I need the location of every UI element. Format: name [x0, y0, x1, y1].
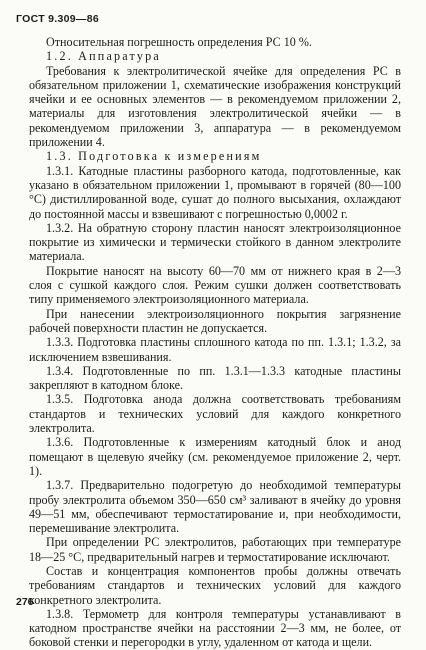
standard-header: ГОСТ 9.309—86: [16, 13, 99, 25]
paragraph-sample-composition: Состав и концентрация компонентов пробы должны отвечать требованиям стандартов и технических условий для каждого конкретного электролита.: [29, 563, 401, 607]
paragraph-1-3-1: 1.3.1. Катодные пластины разборного катода, подготовленные, как указано в обязательном приложении 1, промывают в горячей (80—100 °С) дистиллированной воде, сушат до полного высыхания, охлаждают до постоянной массы и взвешивают с погрешностью 0,0002 г.: [29, 163, 401, 221]
section-heading-preparation: 1.3. Подготовка к измерениям: [46, 149, 262, 164]
page-number: 276: [16, 596, 34, 608]
paragraph-1-3-6: 1.3.6. Подготовленные к измерениям катодный блок и анод помещают в щелевую ячейку (см. рекомендуемое приложение 2, черт. 1).: [29, 435, 401, 478]
paragraph-1-3-4: 1.3.4. Подготовленные по пп. 1.3.1—1.3.3 катодные пластины закрепляют в катодном блоке.: [29, 363, 401, 393]
paragraph-coating-contamination: При нанесении электроизоляционного покрытия загрязнение рабочей поверхности пластин не допускается.: [29, 306, 401, 335]
paragraph-accuracy: Относительная погрешность определения РС 10 %.: [46, 35, 312, 49]
paragraph-1-3-3: 1.3.3. Подготовка пластины сплошного катода по пп. 1.3.1; 1.3.2, за исключением взвешивания.: [29, 335, 401, 364]
document-body: [29, 35, 401, 650]
section-heading-apparatus: 1.2. Аппаратура: [46, 49, 161, 64]
paragraph-1-3-8: 1.3.8. Термометр для контроля температуры устанавливают в катодном пространстве ячейки на расстоянии 2—3 мм, не более, от боковой стенки и перегородки в углу, удаленном от катода и щели.: [29, 606, 401, 650]
paragraph-temperature-exception: При определении РС электролитов, работающих при температуре 18—25 °С, предварительный нагрев и термостатирование исключают.: [29, 535, 401, 564]
paragraph-1-3-5: 1.3.5. Подготовка анода должна соответствовать требованиям стандартов и технических условий для каждого конкретного электролита.: [29, 392, 401, 436]
paragraph-1-3-7: 1.3.7. Предварительно подогретую до необходимой температуры пробу электролита объемом 350—650 см³ заливают в ячейку до уровня 49—51 мм, обеспечивают термостатирование и, при необходимости, перемешивание электролита.: [29, 478, 401, 536]
paragraph-coating-height: Покрытие наносят на высоту 60—70 мм от нижнего края в 2—3 слоя с сушкой каждого слоя. Режим сушки должен соответствовать типу применяемого электроизоляционного материала.: [29, 263, 401, 307]
paragraph-1-3-2: 1.3.2. На обратную сторону пластин наносят электроизоляционное покрытие из химически и термически стойкого в данном электролите материала.: [29, 220, 401, 264]
paragraph-apparatus-requirements: Требования к электролитической ячейке для определения РС в обязательном приложении 1, схематические изображения конструкций ячейки и ее основных элементов — в рекомендуемом приложении 2, материалы для изготовления электролитической ячейки — в рекомендуемом приложении 3, аппаратура — в рекомендуемом приложении 4.: [29, 63, 401, 150]
